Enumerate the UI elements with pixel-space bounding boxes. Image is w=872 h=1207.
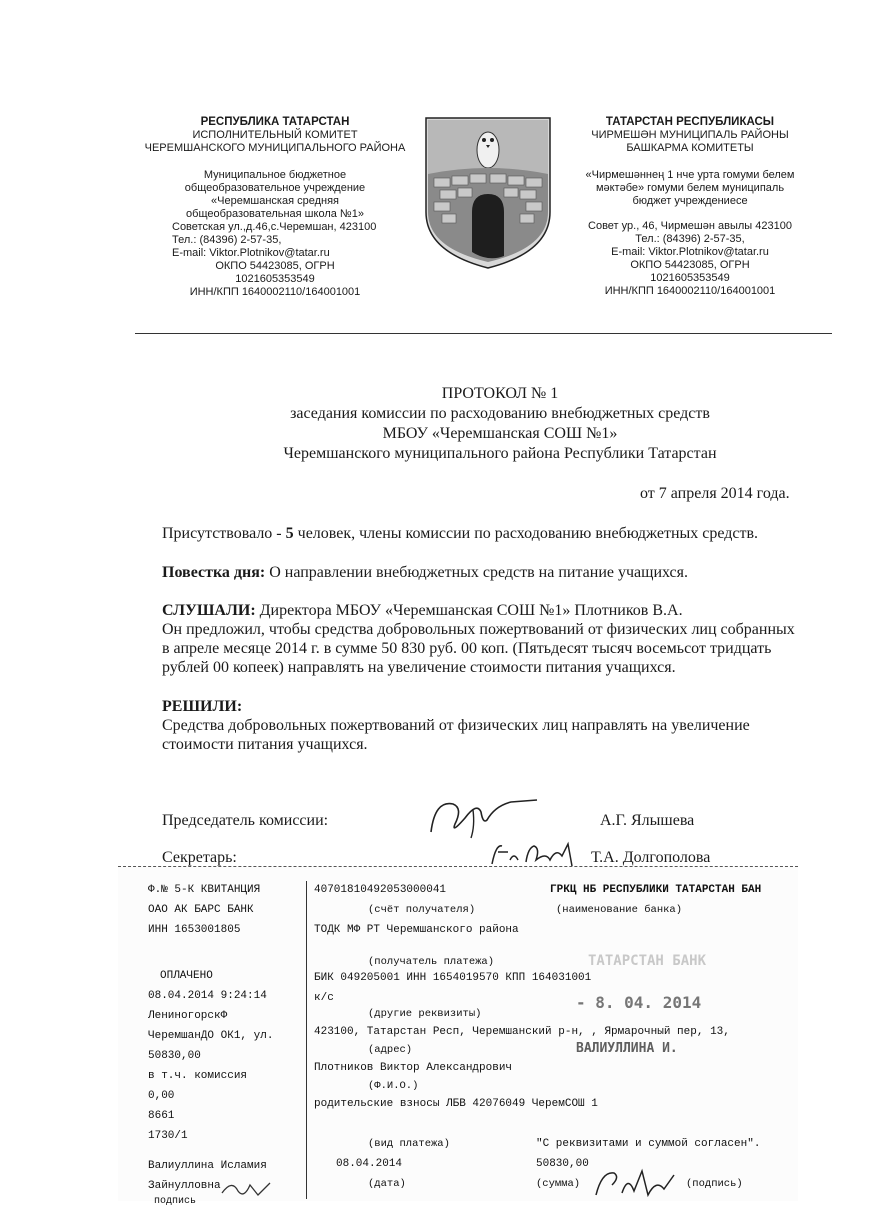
left-committee: ИСПОЛНИТЕЛЬНЫЙ КОМИТЕТ bbox=[192, 129, 358, 141]
left-district: ЧЕРЕМШАНСКОГО МУНИЦИПАЛЬНОГО РАЙОНА bbox=[144, 142, 406, 154]
stamp-cashier: ВАЛИУЛЛИНА И. bbox=[576, 1041, 678, 1056]
receipt-other-caption: (другие реквизиты) bbox=[368, 1008, 482, 1020]
present-count: 5 bbox=[285, 525, 294, 542]
agenda-text: О направлении внебюджетных средств на питание учащихся. bbox=[265, 564, 689, 581]
receipt-address: 423100, Татарстан Респ, Черемшанский р-н, , Ярмарочный пер, 13, bbox=[314, 1026, 730, 1038]
left-org-line2: общеобразовательное учреждение bbox=[184, 182, 366, 194]
protocol-subtitle-1: заседания комиссии по расходованию внебюджетных средств bbox=[290, 405, 710, 422]
receipt-date-value: 08.04.2014 bbox=[336, 1158, 403, 1170]
decided-label: РЕШИЛИ: bbox=[162, 698, 243, 715]
secretary-name: Т.А. Долгополова bbox=[591, 849, 711, 866]
cashier-signature-icon bbox=[218, 1175, 278, 1206]
right-ogrn: 1021605353549 bbox=[650, 272, 730, 284]
receipt-recipient-caption: (получатель платежа) bbox=[368, 956, 495, 968]
receipt-sum-value: 50830,00 bbox=[536, 1158, 589, 1170]
decided-section bbox=[162, 697, 827, 754]
receipt-paid-datetime: 08.04.2014 9:24:14 bbox=[148, 990, 267, 1002]
protocol-subtitle-2: МБОУ «Черемшанская СОШ №1» bbox=[382, 425, 618, 442]
stamp-bank-name: ТАТАРСТАН БАНК bbox=[588, 953, 707, 969]
receipt-address-caption: (адрес) bbox=[368, 1044, 413, 1056]
decided-line-2: стоимости питания учащихся. bbox=[162, 736, 368, 753]
left-org-line4: общеобразовательная школа №1» bbox=[186, 208, 364, 220]
receipt-account-caption: (счёт получателя) bbox=[368, 904, 476, 916]
receipt-column-divider bbox=[306, 881, 307, 1199]
receipt-sign-left: подпись bbox=[154, 1196, 197, 1207]
receipt-sign-caption: (подпись) bbox=[686, 1178, 743, 1190]
receipt-branch-2: ЧеремшанДО ОК1, ул. bbox=[148, 1030, 274, 1042]
protocol-heading bbox=[130, 384, 870, 464]
heard-section bbox=[162, 601, 827, 677]
receipt-ks: к/с bbox=[314, 992, 334, 1004]
receipt-agreement: "С реквизитами и суммой согласен". bbox=[536, 1138, 761, 1150]
receipt-cashier-2: Зайнулловна bbox=[148, 1180, 221, 1192]
secretary-label: Секретарь: bbox=[162, 849, 237, 866]
receipt-account: 40701810492053000041 bbox=[314, 884, 447, 896]
present-suffix: человек, члены комиссии по расходованию внебюджетных средств. bbox=[293, 525, 759, 542]
coat-of-arms-icon bbox=[420, 112, 556, 272]
heard-line-2: Он предложил, чтобы средства добровольных пожертвований от физических лиц собранных bbox=[162, 621, 795, 638]
receipt-commission-label: в т.ч. комиссия bbox=[148, 1070, 248, 1082]
present-line bbox=[162, 524, 827, 543]
chair-label: Председатель комиссии: bbox=[162, 812, 329, 829]
letterhead-left bbox=[120, 116, 430, 299]
left-org-line3: «Черемшанская средняя bbox=[211, 195, 339, 207]
receipt-paid-label: ОПЛАЧЕНО bbox=[160, 970, 213, 982]
receipt-branch-1: ЛениногорскФ bbox=[148, 1010, 228, 1022]
agenda-label: Повестка дня: bbox=[162, 564, 266, 581]
receipt-bank-full: ГРКЦ НБ РЕСПУБЛИКИ ТАТАРСТАН БАН bbox=[550, 884, 762, 896]
left-address: Советская ул.,д.46,с.Черемшан, 423100 bbox=[172, 221, 377, 233]
agenda-line bbox=[162, 563, 827, 582]
header-divider bbox=[135, 333, 832, 334]
receipt-payer-caption: (Ф.И.О.) bbox=[368, 1080, 419, 1092]
right-org-line1: «Чирмешәннең 1 нче урта гомуми белем bbox=[585, 169, 795, 181]
right-address: Совет ур., 46, Чирмешән авылы 423100 bbox=[588, 220, 792, 232]
right-okpo: ОКПО 54423085, ОГРН bbox=[630, 259, 750, 271]
left-email: E-mail: Viktor.Plotnikov@tatar.ru bbox=[172, 247, 330, 259]
receipt-date-caption: (дата) bbox=[368, 1178, 406, 1190]
left-okpo: ОКПО 54423085, ОГРН bbox=[215, 260, 335, 272]
right-email: E-mail: Viktor.Plotnikov@tatar.ru bbox=[611, 246, 769, 258]
decided-line-1: Средства добровольных пожертвований от физических лиц направлять на увеличение bbox=[162, 717, 750, 734]
receipt-cashier-1: Валиуллина Исламия bbox=[148, 1160, 267, 1172]
protocol-date: от 7 апреля 2014 года. bbox=[640, 485, 790, 502]
left-org-line1: Муниципальное бюджетное bbox=[203, 169, 347, 181]
receipt-purpose: родительские взносы ЛБВ 42076049 ЧеремСОШ 1 bbox=[314, 1098, 598, 1110]
left-republic-title: РЕСПУБЛИКА ТАТАРСТАН bbox=[200, 116, 350, 128]
right-inn: ИНН/КПП 1640002110/164001001 bbox=[604, 285, 776, 297]
chair-name: А.Г. Ялышева bbox=[600, 812, 695, 829]
letterhead-right bbox=[560, 116, 820, 298]
heard-label: СЛУШАЛИ: bbox=[162, 602, 256, 619]
receipt-bik: БИК 049205001 ИНН 1654019570 КПП 164031001 bbox=[314, 972, 592, 984]
receipt-bank-inn: ИНН 1653001805 bbox=[148, 924, 241, 936]
right-org-line2: мәктәбе» гомуми белем муниципаль bbox=[595, 182, 785, 194]
receipt-code-1: 8661 bbox=[148, 1110, 175, 1122]
right-committee: БАШКАРМА КОМИТЕТЫ bbox=[626, 142, 754, 154]
right-org-line3: бюджет учреждениесе bbox=[632, 195, 748, 207]
left-phone: Тел.: (84396) 2-57-35, bbox=[172, 234, 282, 246]
receipt-commission-value: 0,00 bbox=[148, 1090, 175, 1102]
payment-receipt bbox=[118, 866, 798, 1207]
right-republic-title: ТАТАРСТАН РЕСПУБЛИКАСЫ bbox=[605, 116, 775, 128]
right-phone: Тел.: (84396) 2-57-35, bbox=[635, 233, 745, 245]
left-inn: ИНН/КПП 1640002110/164001001 bbox=[189, 286, 361, 298]
stamp-date: - 8. 04. 2014 bbox=[576, 993, 702, 1012]
receipt-bank-caption: (наименование банка) bbox=[556, 904, 683, 916]
protocol-title: ПРОТОКОЛ № 1 bbox=[441, 385, 559, 402]
receipt-amount-left: 50830,00 bbox=[148, 1050, 201, 1062]
receipt-payer: Плотников Виктор Александрович bbox=[314, 1062, 513, 1074]
heard-line-4: рублей 00 копеек) направлять на увеличение стоимости питания учащихся. bbox=[162, 659, 676, 676]
receipt-sum-caption: (сумма) bbox=[536, 1178, 581, 1190]
receipt-form-title: Ф.№ 5-К КВИТАНЦИЯ bbox=[148, 884, 261, 896]
receipt-code-2: 1730/1 bbox=[148, 1130, 188, 1142]
receipt-recipient: ТОДК МФ РТ Черемшанского района bbox=[314, 924, 519, 936]
receipt-bank-name: ОАО АК БАРС БАНК bbox=[148, 904, 254, 916]
receipt-purpose-caption: (вид платежа) bbox=[368, 1138, 450, 1150]
heard-line-3: в апреле месяце 2014 г. в сумме 50 830 руб. 00 коп. (Пятьдесят тысяч восемьсот тридцать bbox=[162, 640, 772, 657]
protocol-subtitle-3: Черемшанского муниципального района Республики Татарстан bbox=[283, 445, 717, 462]
left-ogrn: 1021605353549 bbox=[235, 273, 315, 285]
right-district: ЧИРМЕШӘН МУНИЦИПАЛЬ РАЙОНЫ bbox=[591, 129, 789, 141]
present-prefix: Присутствовало - bbox=[162, 525, 286, 542]
heard-text: Директора МБОУ «Черемшанская СОШ №1» Плотников В.А. bbox=[255, 602, 683, 619]
